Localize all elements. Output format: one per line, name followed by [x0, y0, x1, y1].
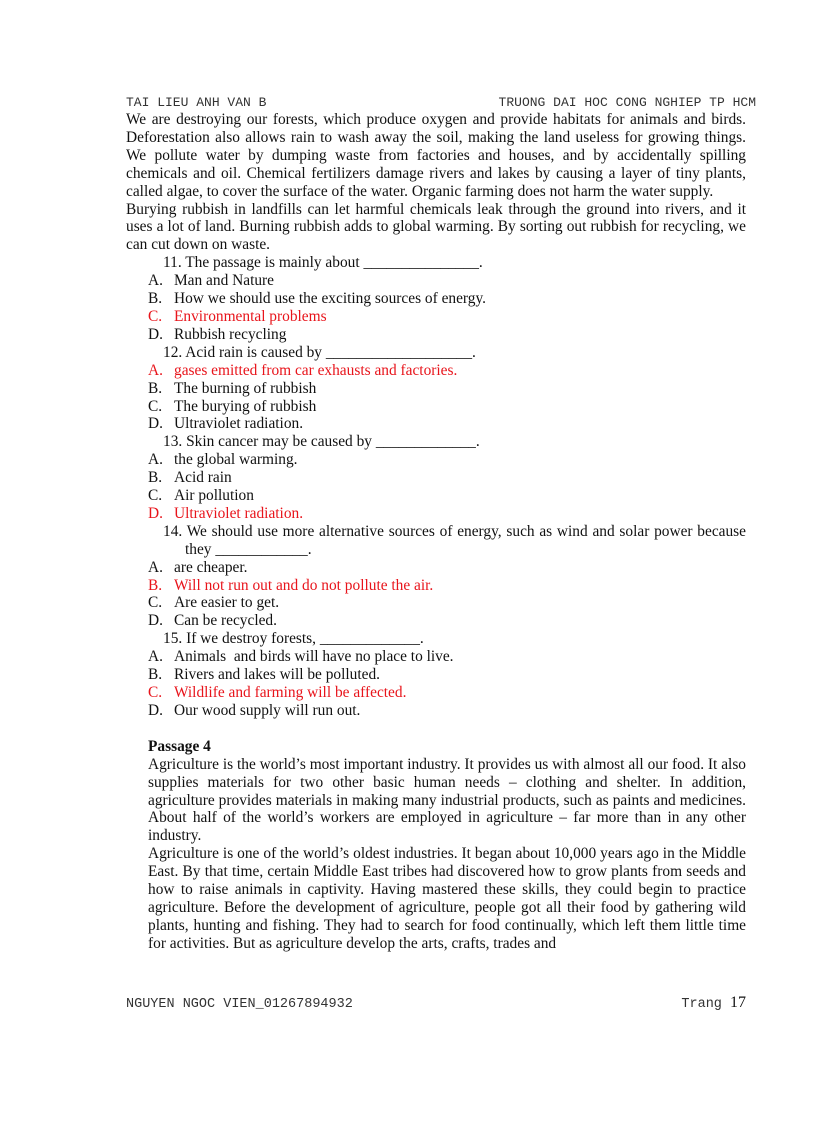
question-13	[126, 433, 746, 523]
option-a	[126, 451, 746, 469]
page-label: Trang	[681, 997, 730, 1012]
intro-paragraph: Burying rubbish in landfills can let harmful chemicals leak through the ground into rivers, and it uses a lot of land. Burning rubbish adds to global warming. By sorting out rubbish for recycling, we can cut down on waste.	[126, 200, 746, 254]
option-letter: A.	[148, 648, 163, 666]
option-text: Wildlife and farming will be affected.	[174, 684, 407, 701]
option-text: Are easier to get.	[174, 594, 280, 612]
option-letter: D.	[148, 612, 163, 630]
option-letter: C.	[148, 487, 163, 505]
passage-4	[126, 738, 746, 953]
option-d-correct	[126, 505, 746, 523]
option-b	[126, 666, 746, 684]
option-a	[126, 559, 746, 577]
page-body	[126, 111, 746, 953]
option-text: Will not run out and do not pollute the air.	[174, 576, 434, 594]
header-left: TAI LIEU ANH VAN B	[126, 95, 267, 110]
option-b	[126, 469, 746, 487]
option-letter: C.	[148, 684, 163, 701]
option-letter: B.	[148, 576, 163, 594]
option-text: Man and Nature	[174, 272, 275, 290]
option-c	[126, 398, 746, 416]
option-text: Environmental problems	[174, 307, 327, 325]
page-header	[126, 95, 756, 111]
option-letter: A.	[148, 558, 163, 576]
option-letter: B.	[148, 379, 163, 397]
option-text: Air pollution	[174, 487, 254, 505]
header-right: TRUONG DAI HOC CONG NGHIEP TP HCM	[498, 95, 756, 110]
option-d	[126, 702, 746, 720]
option-text: Ultraviolet radiation.	[174, 504, 304, 522]
passage-title: Passage 4	[148, 737, 211, 755]
question-14	[126, 523, 746, 630]
option-a	[126, 648, 746, 666]
option-letter: C.	[148, 594, 163, 612]
option-letter: D.	[148, 415, 163, 433]
option-b	[126, 290, 746, 308]
option-text: Rivers and lakes will be polluted.	[174, 666, 381, 684]
option-text: Ultraviolet radiation.	[174, 415, 304, 433]
question-stem: 11. The passage is mainly about _______________.	[163, 254, 483, 272]
option-letter: A.	[148, 272, 163, 290]
question-12	[126, 344, 746, 434]
option-letter: A.	[148, 361, 163, 379]
question-stem: 15. If we destroy forests, _____________.	[163, 630, 424, 648]
question-stem: 14. We should use more alternative sources of energy, such as wind and solar power because they ____________.	[163, 522, 746, 558]
option-text: the global warming.	[174, 451, 298, 469]
intro-paragraph: We are destroying our forests, which produce oxygen and provide habitats for animals and birds. Deforestation also allows rain to wash away the soil, making the land useless for growing things. We pollute water by dumping waste from factories and houses, and by accidentally spilling chemicals and oil. Chemical fertilizers damage rivers and lakes by causing a layer of tiny plants, called algae, to cover the surface of the water. Organic farming does not harm the water supply.	[126, 111, 746, 200]
option-letter: D.	[148, 325, 163, 343]
option-b	[126, 380, 746, 398]
option-text: Can be recycled.	[174, 612, 277, 630]
page-number: 17	[730, 994, 746, 1011]
option-d	[126, 415, 746, 433]
option-c	[126, 487, 746, 505]
option-letter: C.	[148, 307, 163, 325]
option-c	[126, 594, 746, 612]
option-a-correct	[126, 362, 746, 380]
page-number-block	[681, 994, 746, 1012]
option-text: Acid rain	[174, 469, 232, 487]
option-letter: C.	[148, 397, 163, 415]
option-text: How we should use the exciting sources of energy.	[174, 290, 487, 308]
passage-paragraph: Agriculture is one of the world’s oldest industries. It began about 10,000 years ago in the Middle East. By that time, certain Middle East tribes had discovered how to grow plants from seeds and how to raise animals in captivity. Having mastered these skills, they could begin to practice agriculture. Before the development of agriculture, people got all their food by gathering wild plants, hunting and fishing. They had to search for food continually, which left them little time for activities. But as agriculture develop the arts, crafts, trades and	[148, 845, 746, 952]
option-a	[126, 272, 746, 290]
option-c-correct	[126, 684, 746, 702]
option-d	[126, 326, 746, 344]
option-d	[126, 612, 746, 630]
option-text: Animals and birds will have no place to live.	[174, 648, 454, 666]
option-letter: B.	[148, 469, 163, 487]
option-letter: D.	[148, 504, 163, 522]
passage-paragraph: Agriculture is the world’s most important industry. It provides us with almost all our food. It also supplies materials for two other basic human needs – clothing and shelter. In addition, agriculture provides materials in making many industrial products, such as paints and medicines. About half of the world’s workers are employed in agriculture – far more than in any other industry.	[148, 755, 746, 845]
question-stem: 13. Skin cancer may be caused by _____________.	[163, 433, 480, 451]
option-text: The burning of rubbish	[174, 379, 317, 397]
question-11	[126, 254, 746, 344]
option-letter: D.	[148, 701, 163, 719]
page-footer	[126, 994, 746, 1012]
section-spacer	[126, 720, 746, 738]
option-letter: A.	[148, 451, 163, 469]
question-15	[126, 630, 746, 720]
option-text: Our wood supply will run out.	[174, 701, 361, 719]
option-text: are cheaper.	[174, 558, 248, 576]
option-letter: B.	[148, 666, 163, 684]
option-text: gases emitted from car exhausts and factories.	[174, 361, 458, 379]
option-c-correct	[126, 308, 746, 326]
option-b-correct	[126, 577, 746, 595]
footer-author: NGUYEN NGOC VIEN_01267894932	[126, 997, 353, 1012]
option-text: Rubbish recycling	[174, 325, 287, 343]
question-stem: 12. Acid rain is caused by ___________________.	[163, 343, 476, 361]
option-letter: B.	[148, 290, 163, 308]
option-text: The burying of rubbish	[174, 397, 317, 415]
